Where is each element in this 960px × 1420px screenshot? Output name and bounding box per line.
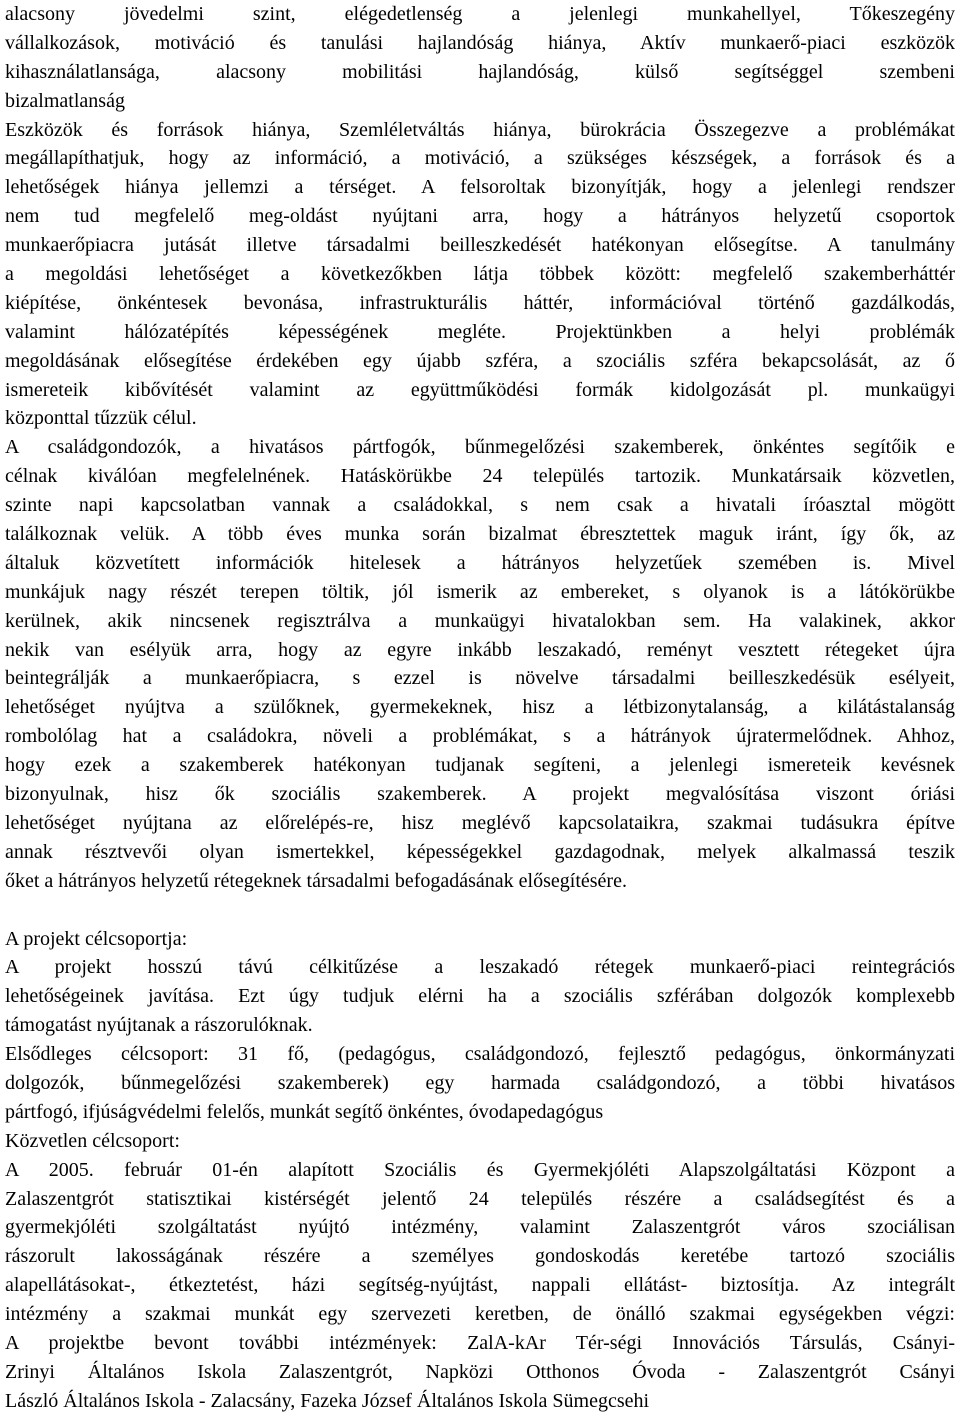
text-line: A családgondozók, a hivatásos pártfogók, bűnmegelőzési szakemberek, önkéntes segítőik e <box>5 436 955 459</box>
text-line: lehetőségek hiánya jellemzi a térséget. A felsoroltak bizonyítják, hogy a jelenlegi rendszer <box>5 176 955 199</box>
text-line: bizonyulnak, hisz ők szociális szakemberek. A projekt megvalósítása viszont óriási <box>5 783 955 806</box>
text-line: A projekt hosszú távú célkitűzése a leszakadó rétegek munkaerő-piaci reintegrációs <box>5 956 955 979</box>
text-line: Zalaszentgrót statisztikai kistérségét jelentő 24 település részére a családsegítést és a <box>5 1187 955 1210</box>
text-line: találkoznak velük. A több éves munka során bizalmat ébresztettek maguk iránt, így ők, az <box>5 523 955 546</box>
text-line: nekik van esélyük arra, hogy az egyre inkább leszakadó, reményt vesztett rétegeket újra <box>5 638 955 661</box>
text-line: Elsődleges célcsoport: 31 fő, (pedagógus, családgondozó, fejlesztő pedagógus, önkormányzati <box>5 1043 955 1066</box>
text-line: A projekt célcsoportja: <box>5 927 188 950</box>
text-line: lehetőségeinek javítása. Ezt úgy tudjuk elérni ha a szociális szférában dolgozók komplexebb <box>5 985 955 1008</box>
text-line: kerülnek, akik nincsenek regisztrálva a munkaügyi hivatalokban sem. Ha valakinek, akkor <box>5 609 955 632</box>
text-line: A 2005. február 01-én alapított Szociális és Gyermekjóléti Alapszolgáltatási Központ a <box>5 1158 955 1181</box>
text-line: lehetőséget nyújtva a szülőknek, gyermekeknek, hisz a létbizonytalanság, a kilátástalanság <box>5 696 955 719</box>
text-line: lehetőséget nyújtana az előrelépés-re, hisz meglévő kapcsolataikra, szakmai tudásukra építve <box>5 811 955 834</box>
text-line: beintegrálják a munkaerőpiacra, s ezzel is növelve társadalmi beilleszkedésük esélyeit, <box>5 667 955 690</box>
text-line: központtal tűzzük célul. <box>5 407 197 430</box>
text-line: annak résztvevői olyan ismertekkel, képességekkel gazdagodnak, melyek alkalmassá teszik <box>5 840 955 863</box>
text-line: megoldásának elősegítése érdekében egy újabb szféra, a szociális szféra bekapcsolását, az ő <box>5 349 955 372</box>
text-line: A projektbe bevont további intézmények: ZalA-kAr Tér-ségi Innovációs Társulás, Csányi- <box>5 1331 955 1354</box>
text-line: a megoldási lehetőséget a következőkben látja többek között: megfelelő szakemberháttér <box>5 263 955 286</box>
text-line: dolgozók, bűnmegelőzési szakemberek) egy harmada családgondozó, a többi hivatásos <box>5 1071 955 1094</box>
text-line: őket a hátrányos helyzetű rétegeknek társadalmi befogadásának elősegítésére. <box>5 869 627 892</box>
text-line: általuk közvetített információk hitelesek a hátrányos helyzetűek szemében is. Mivel <box>5 551 955 574</box>
text-line: munkaerőpiacra jutását illetve társadalmi beilleszkedését hatékonyan elősegítse. A tanulmány <box>5 234 955 257</box>
text-line: nem tud megfelelő meg-oldást nyújtani arra, hogy a hátrányos helyzetű csoportok <box>5 205 955 228</box>
blank-line <box>5 896 955 925</box>
text-line: pártfogó, ifjúságvédelmi felelős, munkát segítő önkéntes, óvodapedagógus <box>5 1100 604 1123</box>
text-line: célnak kiválóan megfelelnének. Hatáskörükbe 24 település tartozik. Munkatársaik közvetlen, <box>5 465 955 488</box>
text-line: ismereteik kibővítését valamint az együttműködési formák kidolgozását pl. munkaügyi <box>5 378 955 401</box>
text-line: munkájuk nagy részét terepen töltik, jól ismerik az embereket, s olyanok is a látókörükbe <box>5 580 955 603</box>
text-line: valamint hálózatépítés képességének megléte. Projektünkben a helyi problémák <box>5 320 955 343</box>
text-line: megállapíthatjuk, hogy az információ, a motiváció, a szükséges készségek, a források és a <box>5 147 955 170</box>
text-line: alapellátásokat-, étkeztetést, házi segítség-nyújtást, nappali ellátást- biztosítja. Az integrált <box>5 1274 955 1297</box>
text-line: rászorult lakosságának részére a személyes gondoskodás keretébe tartozó szociális <box>5 1245 955 1268</box>
text-line: kiépítése, önkéntesek bevonása, infrastrukturális háttér, információval történő gazdálkodás, <box>5 291 955 314</box>
text-line: alacsony jövedelmi szint, elégedetlenség a jelenlegi munkahellyel, Tőkeszegény <box>5 3 955 25</box>
text-line: szinte napi kapcsolatban vannak a családokkal, s nem csak a hivatali íróasztal mögött <box>5 494 955 517</box>
text-line: intézmény a szakmai munkát egy szervezeti keretben, de önálló szakmai egységekben végzi: <box>5 1303 955 1326</box>
text-line: Közvetlen célcsoport: <box>5 1129 180 1152</box>
text-line: Eszközök és források hiánya, Szemléletváltás hiánya, bürokrácia Összegezve a problémákat <box>5 118 955 141</box>
text-line: László Általános Iskola - Zalacsány, Fazeka József Általános Iskola Sümegcsehi <box>5 1389 650 1412</box>
text-line: hogy ezek a szakemberek hatékonyan tudjanak segíteni, a jelenlegi ismereteik kevésnek <box>5 754 955 777</box>
text-line: Zrinyi Általános Iskola Zalaszentgrót, Napközi Otthonos Óvoda - Zalaszentgrót Csányi <box>5 1360 955 1383</box>
text-line: vállalkozások, motiváció és tanulási hajlandóság hiánya, Aktív munkaerő-piaci eszközök <box>5 31 955 54</box>
document-page <box>5 0 955 1416</box>
text-line: bizalmatlanság <box>5 89 125 112</box>
text-line: kihasználatlansága, alacsony mobilitási hajlandóság, külső segítséggel szembeni <box>5 60 955 83</box>
text-line: gyermekjóléti szolgáltatást nyújtó intézmény, valamint Zalaszentgrót város szociálisan <box>5 1216 955 1239</box>
text-line: támogatást nyújtanak a rászorulóknak. <box>5 1014 313 1037</box>
text-line: rombolólag hat a családokra, növeli a problémákat, s a hátrányok újratermelődnek. Ahhoz, <box>5 725 955 748</box>
